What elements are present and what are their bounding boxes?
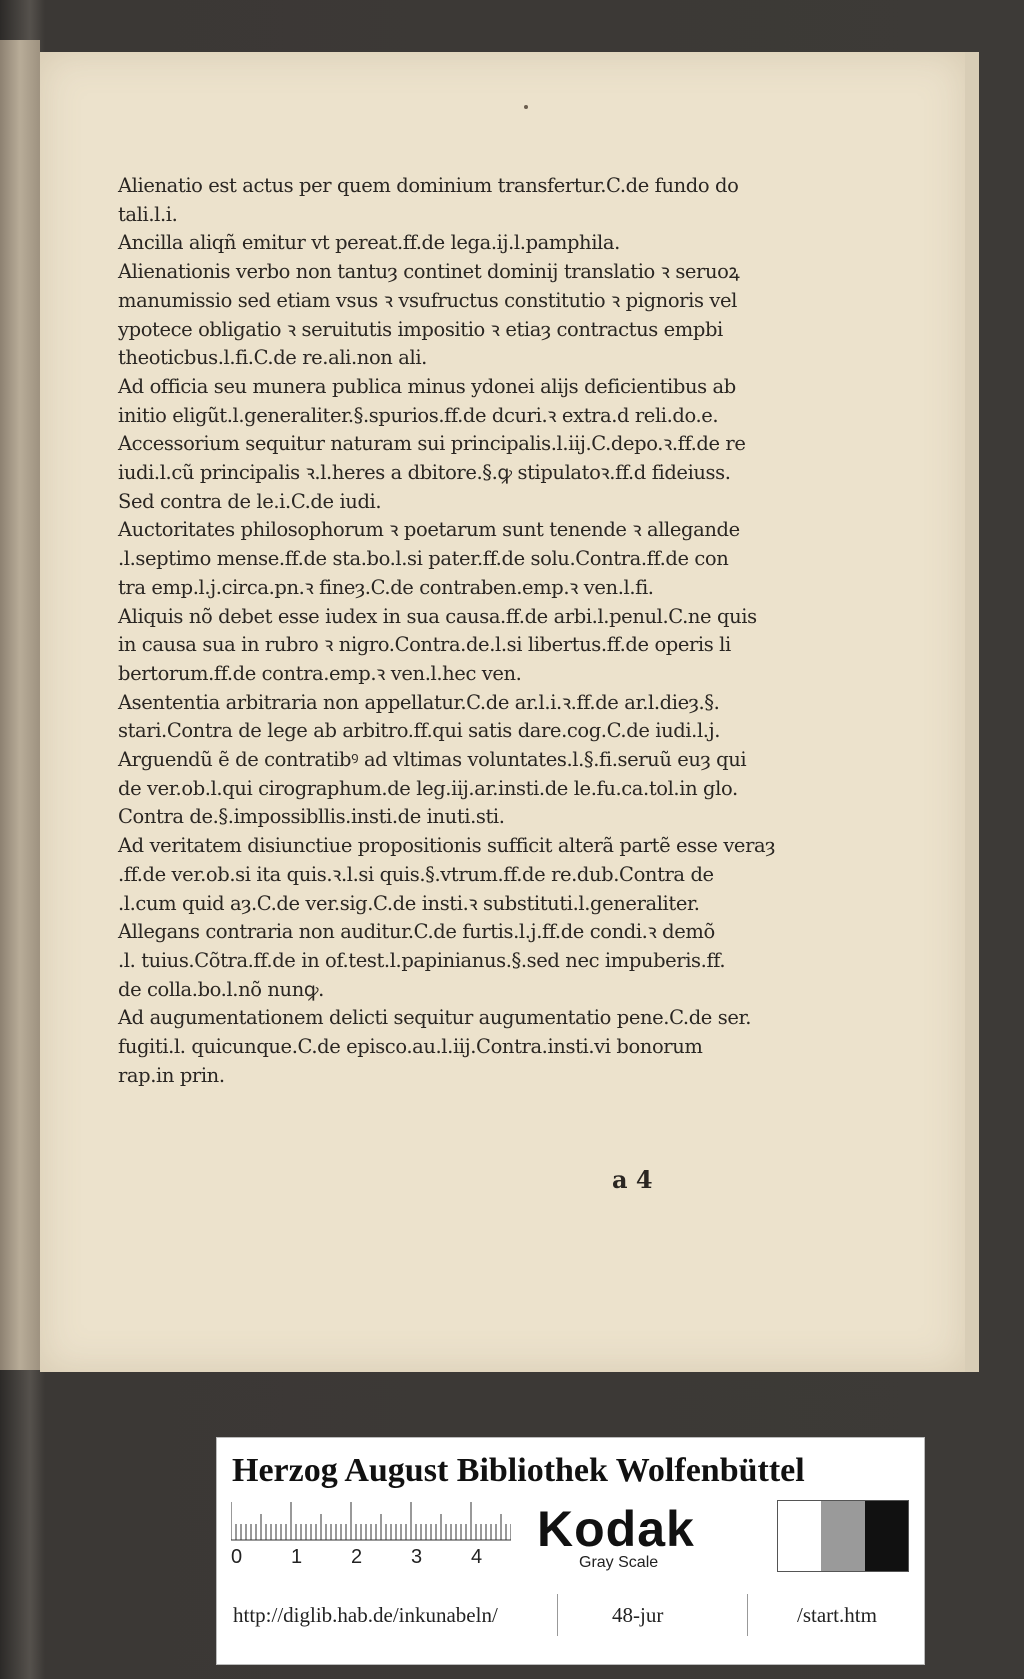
text-line: stari.Contra de lege ab arbitro.ff.qui satis dare.cog.C.de iudi.l.j. <box>118 719 721 743</box>
text-line: Ad veritatem disiunctiue propositionis sufficit alterã partẽ esse veraȝ <box>118 834 775 858</box>
ruler-label: 1 <box>291 1546 303 1568</box>
swatch-gray <box>821 1501 864 1571</box>
text-line: .l.septimo mense.ff.de sta.bo.l.si pater.ff.de solu.Contra.ff.de con <box>118 547 729 571</box>
footer-separator <box>557 1594 558 1636</box>
footer-separator <box>747 1594 748 1636</box>
ruler-label: 0 <box>231 1546 243 1568</box>
text-line: theoticbus.l.fi.C.de re.ali.non ali. <box>118 346 427 370</box>
text-line: .ff.de ver.ob.si ita quis.ꝛ.l.si quis.§.vtrum.ff.de re.dub.Contra de <box>118 862 714 886</box>
page-text <box>118 172 775 1091</box>
text-line: Alienatio est actus per quem dominium transfertur.C.de fundo do <box>118 174 739 197</box>
gray-scale-swatches <box>777 1500 909 1572</box>
text-line: bertorum.ff.de contra.emp.ꝛ ven.l.hec ven. <box>118 661 522 685</box>
ruler-labels <box>231 1546 511 1570</box>
text-line: tali.l.i. <box>118 202 178 226</box>
footer-url: http://diglib.hab.de/inkunabeln/ <box>233 1603 498 1627</box>
text-line: Allegans contraria non auditur.C.de furtis.l.j.ff.de condi.ꝛ demõ <box>118 920 715 944</box>
text-line: Auctoritates philosophorum ꝛ poetarum sunt tenende ꝛ allegande <box>118 518 740 542</box>
gray-scale-label: Gray Scale <box>579 1554 659 1571</box>
text-line: manumissio sed etiam vsus ꝛ vsufructus constitutio ꝛ pignoris vel <box>118 288 737 312</box>
text-line: .l. tuius.Cõtra.ff.de in of.test.l.papinianus.§.sed nec impuberis.ff. <box>118 948 726 972</box>
text-line: Sed contra de le.i.C.de iudi. <box>118 489 382 513</box>
library-title: Herzog August Bibliothek Wolfenbüttel <box>232 1452 805 1489</box>
ink-dot <box>524 105 528 109</box>
text-line: de ver.ob.l.qui cirographum.de leg.iij.ar.insti.de le.fu.ca.tol.in glo. <box>118 776 738 800</box>
text-line: fugiti.l. quicunque.C.de episco.au.l.iij.Contra.insti.vi bonorum <box>118 1035 703 1059</box>
card-footer <box>217 1588 924 1638</box>
text-line: initio eligũt.l.generaliter.§.spurios.ff.de dcuri.ꝛ extra.d reli.do.e. <box>118 403 719 427</box>
text-line: Contra de.§.impossibllis.insti.de inuti.sti. <box>118 805 505 829</box>
text-line: de colla.bo.l.nõ nunꝙ. <box>118 977 324 1001</box>
text-line: .l.cum quid aȝ.C.de ver.sig.C.de insti.ꝛ substituti.l.generaliter. <box>118 891 700 915</box>
text-line: Ancilla aliqñ emitur vt pereat.ff.de lega.ij.l.pamphila. <box>118 231 620 255</box>
swatch-black <box>865 1501 908 1571</box>
library-color-card <box>216 1437 925 1665</box>
text-line: ypotece obligatio ꝛ seruitutis impositio ꝛ etiaȝ contractus empbi <box>118 317 723 341</box>
signature-mark: a 4 <box>612 1165 653 1194</box>
text-line: Ad officia seu munera publica minus ydonei alijs deficientibus ab <box>118 374 736 398</box>
text-line: Asententia arbitraria non appellatur.C.de ar.l.i.ꝛ.ff.de ar.l.dieȝ.§. <box>118 690 720 714</box>
text-line: Accessorium sequitur naturam sui principalis.l.iij.C.depo.ꝛ.ff.de re <box>118 432 746 456</box>
ruler-label: 3 <box>411 1546 423 1568</box>
footer-shelfmark: 48-jur <box>612 1603 664 1627</box>
text-line: rap.in prin. <box>118 1063 225 1087</box>
text-line: Arguendũ ẽ de contratibꝰ ad vltimas voluntates.l.§.fi.seruũ euȝ qui <box>118 748 747 772</box>
text-line: Aliquis nõ debet esse iudex in sua causa.ff.de arbi.l.penul.C.ne quis <box>118 604 757 628</box>
swatch-white <box>778 1501 821 1571</box>
text-line: tra emp.l.j.circa.pn.ꝛ fineȝ.C.de contraben.emp.ꝛ ven.l.fi. <box>118 575 654 599</box>
text-line: Ad augumentationem delicti sequitur augumentatio pene.C.de ser. <box>118 1006 752 1030</box>
ruler-label: 2 <box>351 1546 363 1568</box>
kodak-logo: Kodak <box>537 1501 695 1557</box>
book-page-edge <box>0 40 40 1370</box>
ruler-label: 4 <box>471 1546 483 1568</box>
text-line: in causa sua in rubro ꝛ nigro.Contra.de.l.si libertus.ff.de operis li <box>118 633 731 657</box>
text-line: iudi.l.cũ principalis ꝛ.l.heres a dbitore.§.ꝙ stipulatoꝛ.ff.d fideiuss. <box>118 461 731 485</box>
footer-start: /start.htm <box>797 1603 877 1627</box>
text-line: Alienationis verbo non tantuȝ continet dominij translatio ꝛ seruoꝝ <box>118 260 740 284</box>
